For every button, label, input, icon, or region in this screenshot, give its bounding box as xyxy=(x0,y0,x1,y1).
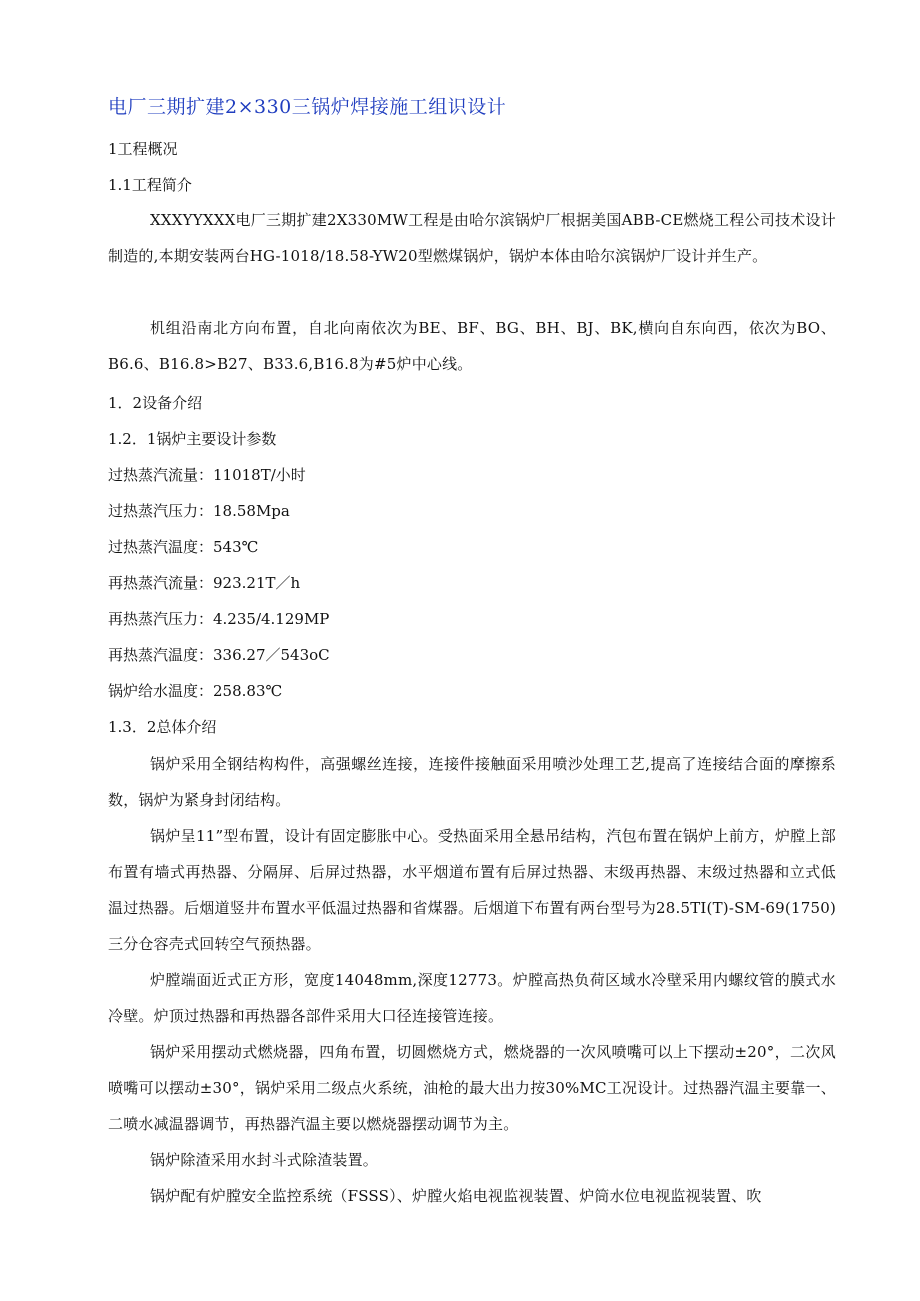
overall-paragraph: 锅炉呈11”型布置，设计有固定膨胀中心。受热面采用全悬吊结构，汽包布置在锅炉上前方，炉膛上部布置有墙式再热器、分隔屏、后屏过热器，水平烟道布置有后屏过热器、末级再热器、末级过热器和立式低温过热器。后烟道竖井布置水平低温过热器和省煤器。后烟道下布置有两台型号为28.5TI(T)-SM-69(1750)三分仓容壳式回转空气预热器。 xyxy=(108,827,836,953)
overall-paragraph: 锅炉采用摆动式燃烧器，四角布置，切圆燃烧方式，燃烧器的一次风喷嘴可以上下摆动±20°，二次风喷嘴可以摆动±30°，锅炉采用二级点火系统，油枪的最大出力按30%MC工况设计。过热器汽温主要靠一、二喷水减温器调节，再热器汽温主要以燃烧器摆动调节为主。 xyxy=(108,1043,836,1133)
overall-paragraph: 锅炉配有炉膛安全监控系统（FSSS）、炉膛火焰电视监视装置、炉筒水位电视监视装置、吹 xyxy=(150,1187,762,1205)
section-heading-1-2-1: 1.2．1锅炉主要设计参数 xyxy=(108,430,277,448)
param-line: 再热蒸汽压力：4.235/4.129MP xyxy=(108,610,330,628)
param-line: 锅炉给水温度：258.83℃ xyxy=(108,682,283,700)
overall-paragraph: 锅炉采用全钢结构构件，高强螺丝连接，连接件接触面采用喷沙处理工艺,提高了连接结合面的摩擦系数，锅炉为紧身封闭结构。 xyxy=(108,755,836,809)
overall-paragraph: 炉膛端面近式正方形，宽度14048mm,深度12773。炉膛高热负荷区域水冷壁采用内螺纹管的膜式水冷壁。炉顶过热器和再热器各部件采用大口径连接管连接。 xyxy=(108,971,836,1025)
document-title: 电厂三期扩建2×330三锅炉焊接施工组识设计 xyxy=(108,96,507,118)
param-line: 再热蒸汽流量：923.21T／h xyxy=(108,574,301,592)
intro-paragraph: XXXYYXXX电厂三期扩建2X330MW工程是由哈尔滨锅炉厂根据美国ABB-CE燃烧工程公司技术设计制造的,本期安装两台HG-1018/18.58-YW20型燃煤锅炉，锅炉本体由哈尔滨锅炉厂设计并生产。 xyxy=(108,211,836,265)
section-heading-1-2: 1．2设备介绍 xyxy=(108,394,203,412)
overall-paragraph: 锅炉除渣采用水封斗式除渣装置。 xyxy=(150,1151,379,1169)
section-heading-1-3-2: 1.3．2总体介绍 xyxy=(108,718,217,736)
intro-paragraph: 机组沿南北方向布置，自北向南依次为BE、BF、BG、BH、BJ、BK,横向自东向西，依次为BO、B6.6、B16.8>B27、B33.6,B16.8为#5炉中心线。 xyxy=(108,319,836,373)
param-line: 再热蒸汽温度：336.27／543oC xyxy=(108,646,330,664)
param-line: 过热蒸汽温度：543℃ xyxy=(108,538,259,556)
param-line: 过热蒸汽压力：18.58Mpa xyxy=(108,502,290,520)
section-heading-1: 1工程概况 xyxy=(108,140,178,158)
section-heading-1-1: 1.1工程简介 xyxy=(108,176,192,194)
param-line: 过热蒸汽流量：11018T/小时 xyxy=(108,466,306,484)
